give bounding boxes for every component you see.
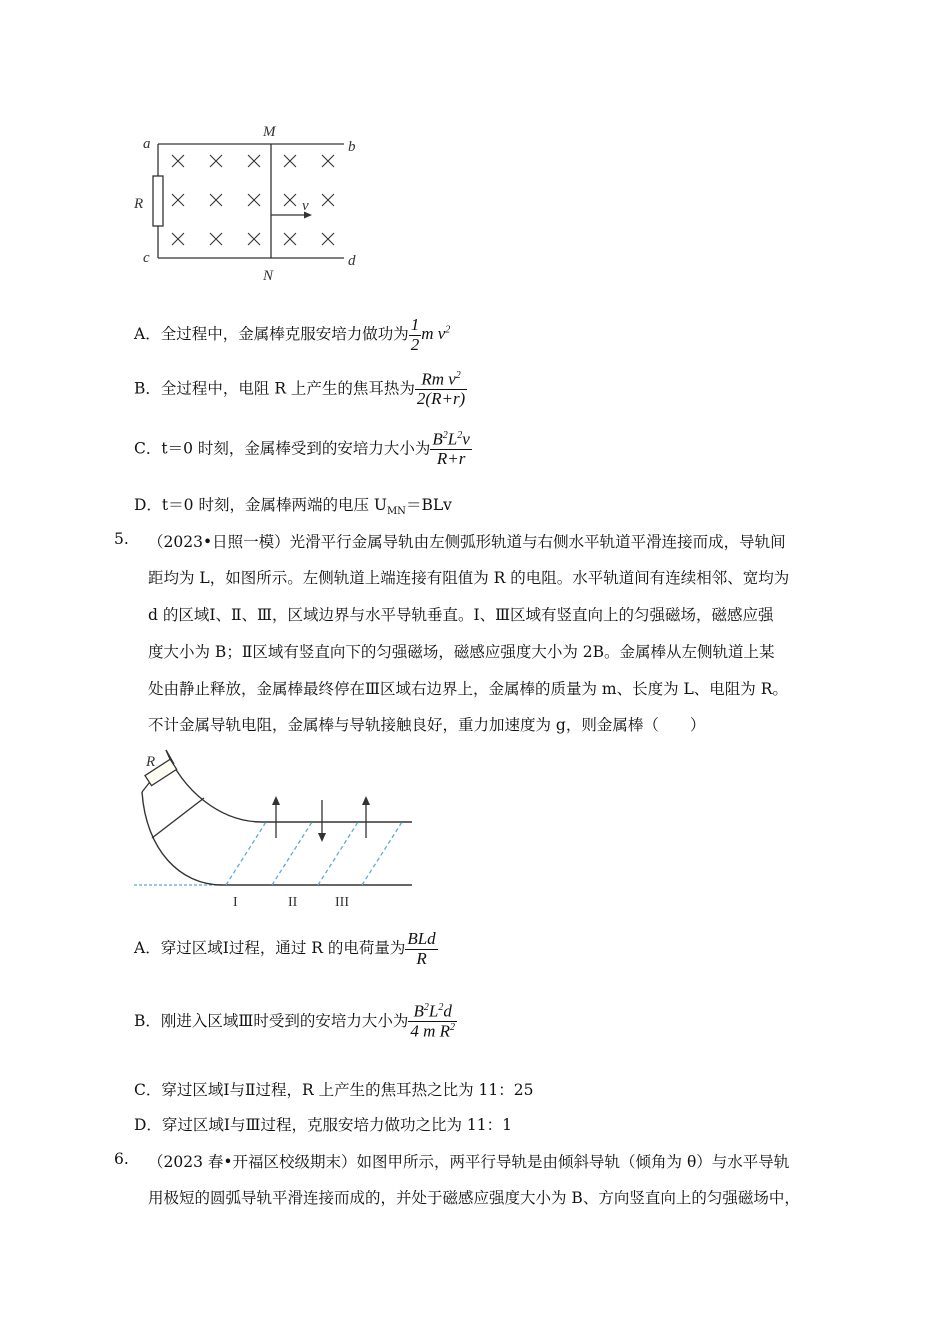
q5-option-b bbox=[134, 1002, 457, 1042]
metal-rod-on-curve bbox=[152, 798, 204, 838]
rail-figure bbox=[130, 740, 430, 915]
q4-option-d bbox=[134, 493, 452, 517]
q5-line-3: d 的区域Ⅰ、Ⅱ、Ⅲ，区域边界与水平导轨垂直。Ⅰ、Ⅲ区域有竖直向上的匀强磁场，磁感应强 bbox=[148, 606, 774, 624]
label-R: R bbox=[134, 196, 144, 212]
formula-half: $\frac{1}{2}$ bbox=[410, 315, 420, 354]
field-x-marker bbox=[248, 194, 260, 206]
formula-mv2: m $v^2$ bbox=[421, 324, 451, 344]
formula-force-III: $\frac{B^2L^2d}{4 m R^2}$ bbox=[410, 1001, 456, 1041]
formula-joule-heat: $\frac{Rm v^2}{2(R+r)}$ bbox=[416, 369, 466, 409]
label-b: b bbox=[348, 139, 356, 155]
field-x-marker bbox=[172, 194, 184, 206]
field-x-marker bbox=[322, 233, 334, 245]
q5-option-b-text: B．刚进入区域Ⅲ时受到的安培力大小为 bbox=[134, 1011, 409, 1030]
field-x-marker bbox=[284, 233, 296, 245]
label-region-I: I bbox=[233, 895, 238, 910]
q6-line-1: （2023 春•开福区校级期末）如图甲所示，两平行导轨是由倾斜导轨（倾角为 θ）与水平导轨 bbox=[148, 1153, 790, 1171]
q6-number: 6. bbox=[114, 1150, 129, 1168]
field-x-marker bbox=[322, 155, 334, 167]
q5-option-c: C．穿过区域Ⅰ与Ⅱ过程，R 上产生的焦耳热之比为 11：25 bbox=[134, 1081, 534, 1099]
label-a: a bbox=[143, 136, 151, 152]
field-x-marker bbox=[172, 155, 184, 167]
q5-option-d: D．穿过区域Ⅰ与Ⅲ过程，克服安培力做功之比为 11：1 bbox=[134, 1116, 513, 1134]
q5-line-5: 处由静止释放，金属棒最终停在Ⅲ区域右边界上，金属棒的质量为 m、长度为 L、电阻为 R。 bbox=[148, 680, 788, 698]
q4-option-a bbox=[134, 316, 450, 354]
label-M: M bbox=[263, 124, 276, 140]
q5-number: 5. bbox=[114, 530, 129, 548]
q5-line-2: 距均为 L，如图所示。左侧轨道上端连接有阻值为 R 的电阻。水平轨道间有连续相邻、宽均为 bbox=[148, 569, 790, 587]
region-boundaries bbox=[226, 822, 402, 885]
field-x-marker bbox=[210, 155, 222, 167]
formula-ampere-force: $\frac{B^2L^2v}{R+r}$ bbox=[432, 429, 470, 469]
circuit-figure bbox=[128, 118, 368, 288]
label-N: N bbox=[263, 268, 274, 284]
q5-line-4: 度大小为 B；Ⅱ区域有竖直向下的匀强磁场，磁感应强度大小为 2B。金属棒从左侧轨道上某 bbox=[148, 643, 775, 661]
field-x-marker bbox=[210, 233, 222, 245]
field-x-marker bbox=[248, 233, 260, 245]
field-arrow-up-1 bbox=[272, 796, 280, 838]
label-c: c bbox=[143, 250, 150, 266]
q4-option-a-text: A．全过程中，金属棒克服安培力做功为 bbox=[134, 325, 409, 344]
field-x-marker bbox=[172, 233, 184, 245]
q4-option-c bbox=[134, 430, 472, 469]
q5-option-a-text: A．穿过区域Ⅰ过程，通过 R 的电荷量为 bbox=[134, 939, 406, 958]
q4-option-c-text: C．t＝0 时刻，金属棒受到的安培力大小为 bbox=[134, 439, 431, 458]
label-region-II: II bbox=[288, 895, 298, 910]
label-R2: R bbox=[146, 754, 156, 770]
formula-charge: $\frac{\text{BLd}}{R}$ bbox=[407, 929, 436, 968]
q5-line-6: 不计金属导轨电阻，金属棒与导轨接触良好，重力加速度为 g，则金属棒（ ） bbox=[148, 716, 706, 734]
q4-option-b-text: B．全过程中，电阻 R 上产生的焦耳热为 bbox=[134, 379, 415, 398]
field-x-marker bbox=[284, 155, 296, 167]
field-x-marker bbox=[284, 194, 296, 206]
field-x-marker bbox=[248, 155, 260, 167]
label-d: d bbox=[348, 253, 356, 269]
q6-line-2: 用极短的圆弧导轨平滑连接而成的，并处于磁感应强度大小为 B、方向竖直向上的匀强磁场中， bbox=[148, 1189, 800, 1207]
label-region-III: III bbox=[335, 895, 349, 910]
field-arrow-down bbox=[318, 800, 326, 842]
q4-option-b bbox=[134, 370, 467, 409]
label-v: v bbox=[302, 198, 309, 214]
field-arrow-up-2 bbox=[362, 796, 370, 838]
inner-curved-rail bbox=[166, 750, 412, 822]
field-x-marker bbox=[210, 194, 222, 206]
q4-option-d-sub: MN bbox=[386, 506, 406, 518]
q4-option-d-tail: ＝BLv bbox=[405, 496, 452, 514]
q4-option-d-text: D．t＝0 时刻，金属棒两端的电压 U bbox=[134, 496, 387, 514]
q5-option-a bbox=[134, 930, 438, 968]
q5-line-1: （2023•日照一模）光滑平行金属导轨由左侧弧形轨道与右侧水平轨道平滑连接而成，导轨间 bbox=[148, 533, 786, 551]
field-markers bbox=[172, 155, 334, 245]
field-x-marker bbox=[322, 194, 334, 206]
resistor bbox=[153, 176, 163, 226]
